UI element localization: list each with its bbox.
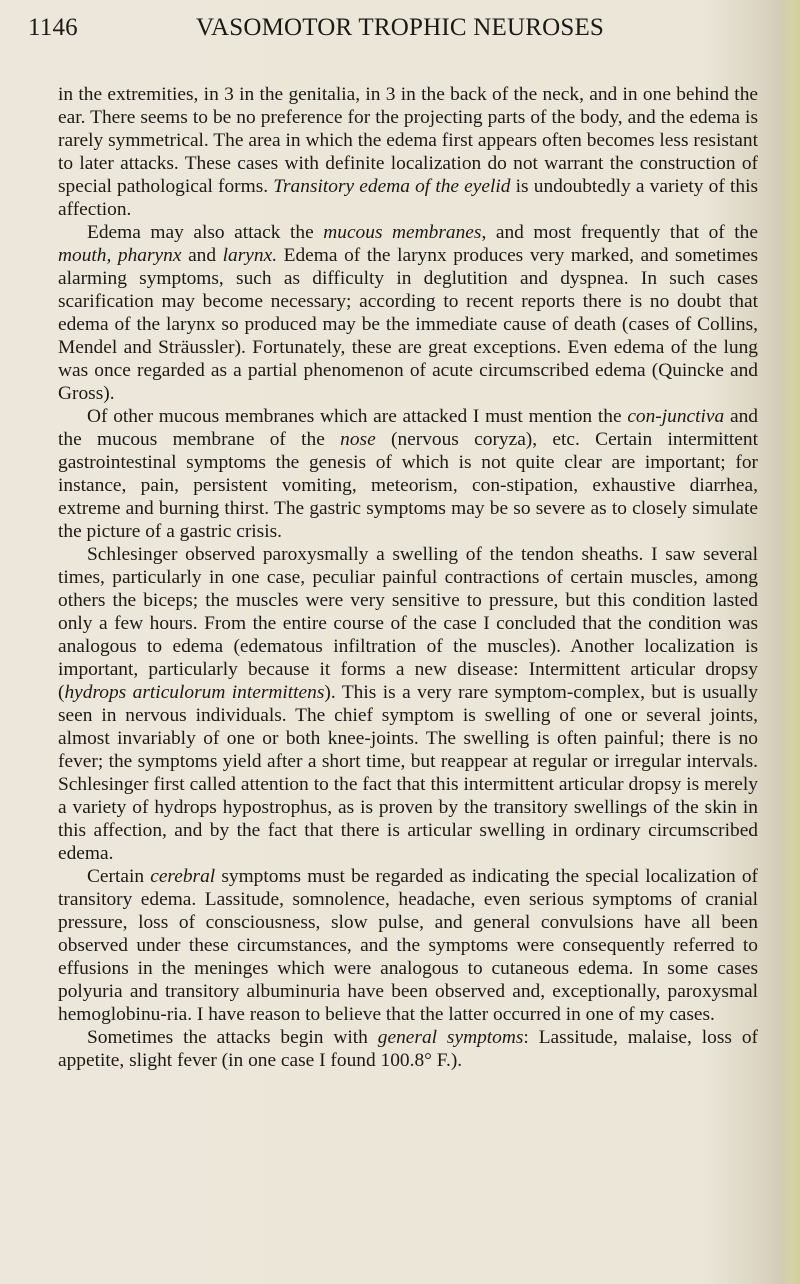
paragraph-2: Edema may also attack the mucous membranes, and most frequently that of the mouth, pharynx and larynx. Edema of the larynx produces very marked, and sometimes alarming symptoms, such as difficulty in deglutition and dyspnea. In such cases scarification may become necessary; according to recent reports there is no doubt that edema of the larynx so produced may be the immediate cause of death (cases of Collins, Mendel and Sträussler). Fortunately, these are great exceptions. Even edema of the lung was once regarded as a partial phenomenon of acute circumscribed edema (Quincke and Gross). bbox=[58, 222, 758, 404]
paragraph-5: Certain cerebral symptoms must be regarded as indicating the special localization of transitory edema. Lassitude, somnolence, headache, even serious symptoms of cranial pressure, loss of consciousness, slow pulse, and general convulsions have all been observed under these circumstances, and the symptoms were consequently referred to effusions in the meninges which were analogous to cutaneous edema. In some cases polyuria and transitory albuminuria have been observed and, exceptionally, paroxysmal hemoglobinu-ria. I have reason to believe that the latter occurred in one of my cases. bbox=[58, 866, 758, 1025]
running-head: VASOMOTOR TROPHIC NEUROSES bbox=[195, 14, 605, 41]
page-header bbox=[28, 14, 772, 54]
body-text bbox=[58, 83, 758, 1072]
paragraph-6: Sometimes the attacks begin with general symptoms: Lassitude, malaise, loss of appetite, slight fever (in one case I found 100.8° F.). bbox=[58, 1027, 758, 1071]
paragraph-3: Of other mucous membranes which are attacked I must mention the con-junctiva and the mucous membrane of the nose (nervous coryza), etc. Certain intermittent gastrointestinal symptoms the genesis of which is not quite clear are important; for instance, pain, persistent vomiting, meteorism, con-stipation, exhaustive diarrhea, extreme and burning thirst. The gastric symptoms may be so severe as to closely simulate the picture of a gastric crisis. bbox=[58, 406, 758, 542]
page-number: 1146 bbox=[28, 14, 78, 41]
page-edge-shadow bbox=[778, 0, 800, 1284]
paragraph-1: in the extremities, in 3 in the genitalia, in 3 in the back of the neck, and in one behind the ear. There seems to be no preference for the projecting parts of the body, and the edema is rarely symmetrical. The area in which the edema first appears often becomes less resistant to later attacks. These cases with definite localization do not warrant the construction of special pathological forms. Transitory edema of the eyelid is undoubtedly a variety of this affection. bbox=[58, 84, 759, 220]
paragraph-4: Schlesinger observed paroxysmally a swelling of the tendon sheaths. I saw several times, particularly in one case, peculiar painful contractions of certain muscles, among others the biceps; the muscles were very sensitive to pressure, but this condition lasted only a few hours. From the entire course of the case I concluded that the condition was analogous to edema (edematous infiltration of the muscles). Another localization is important, particularly because it forms a new disease: Intermittent articular dropsy (hydrops articulorum intermittens). This is a very rare symptom-complex, but is usually seen in nervous individuals. The chief symptom is swelling of one or several joints, almost invariably of one or both knee-joints. The swelling is often painful; there is no fever; the symptoms yield after a short time, but reappear at regular or irregular intervals. Schlesinger first called attention to the fact that this intermittent articular dropsy is merely a variety of hydrops hypostrophus, as is proven by the transitory swellings of the skin in this affection, and by the fact that there is articular swelling in ordinary circumscribed edema. bbox=[58, 544, 758, 864]
